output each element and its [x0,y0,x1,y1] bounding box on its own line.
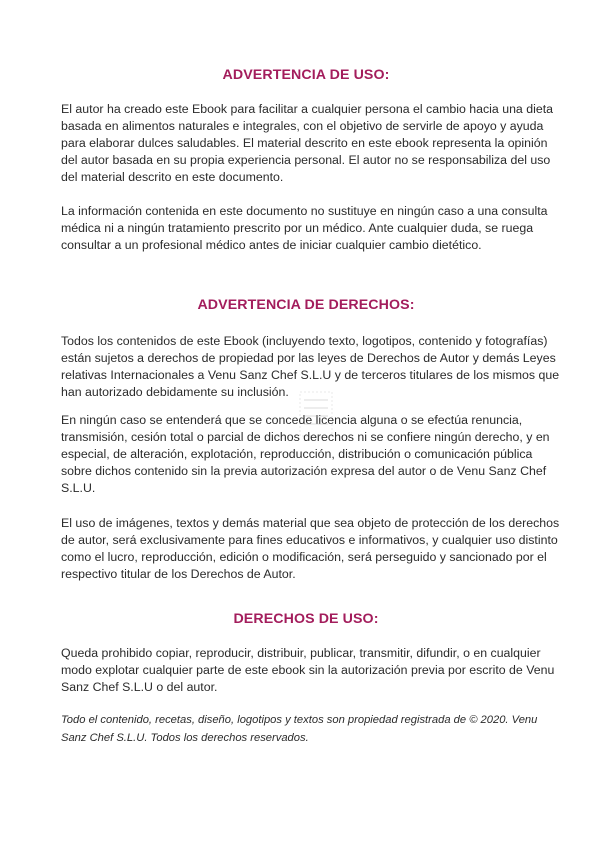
watermark-icon [296,386,336,442]
paragraph-uso-1: El autor ha creado este Ebook para facilitar a cualquier persona el cambio hacia una dieta basada en alimentos naturales e integrales, con el objetivo de servirle de apoyo y ayuda para elaborar dulces saludables. El material descrito en este ebook representa la opinión del autor basada en su propia experiencia personal. El autor no se responsabiliza del uso del material descrito en este documento. [61,102,553,185]
paragraph-derechos-2: En ningún caso se entenderá que se concede licencia alguna o se efectúa renuncia, transmisión, cesión total o parcial de dichos derechos ni se confiere ningún derecho, y en especial, de alteración, explotación, reproducción, distribución o comunicación pública sobre dichos contenido sin la previa autorización expresa del autor o de Venu Sanz Chef S.L.U. [61,413,550,496]
paragraph-derechos-de-uso: Queda prohibido copiar, reproducir, distribuir, publicar, transmitir, difundir, o en cualquier modo explotar cualquier parte de este ebook sin la autorización previa por escrito de Venu Sanz Chef S.L.U o del autor. [61,646,555,695]
footer-copyright-note: Todo el contenido, recetas, diseño, logotipos y textos son propiedad registrada de © 2020. Venu Sanz Chef S.L.U. Todos los derechos reservados. [61,714,538,744]
heading-advertencia-de-uso: ADVERTENCIA DE USO: [222,67,390,83]
paragraph-derechos-1: Todos los contenidos de este Ebook (incluyendo texto, logotipos, contenido y fotografías) están sujetos a derechos de propiedad por las leyes de Derechos de Autor y demás Leyes relativas Internacionales a Venu Sanz Chef S.L.U y de terceros titulares de los mismos que han autorizado debidamente su inclusión. [61,334,560,400]
paragraph-uso-2: La información contenida en este documento no sustituye en ningún caso a una consulta médica ni a ningún tratamiento prescrito por un médico. Ante cualquier duda, se ruega consultar a un profesional médico antes de iniciar cualquier cambio dietético. [61,204,548,253]
heading-advertencia-de-derechos: ADVERTENCIA DE DERECHOS: [197,297,415,313]
paragraph-derechos-3: El uso de imágenes, textos y demás material que sea objeto de protección de los derechos de autor, será exclusivamente para fines educativos e informativos, y cualquier uso distinto como el lucro, reproducción, edición o modificación, será perseguido y sancionado por el respectivo titular de los Derechos de Autor. [61,516,560,582]
heading-derechos-de-uso: DERECHOS DE USO: [233,611,379,627]
